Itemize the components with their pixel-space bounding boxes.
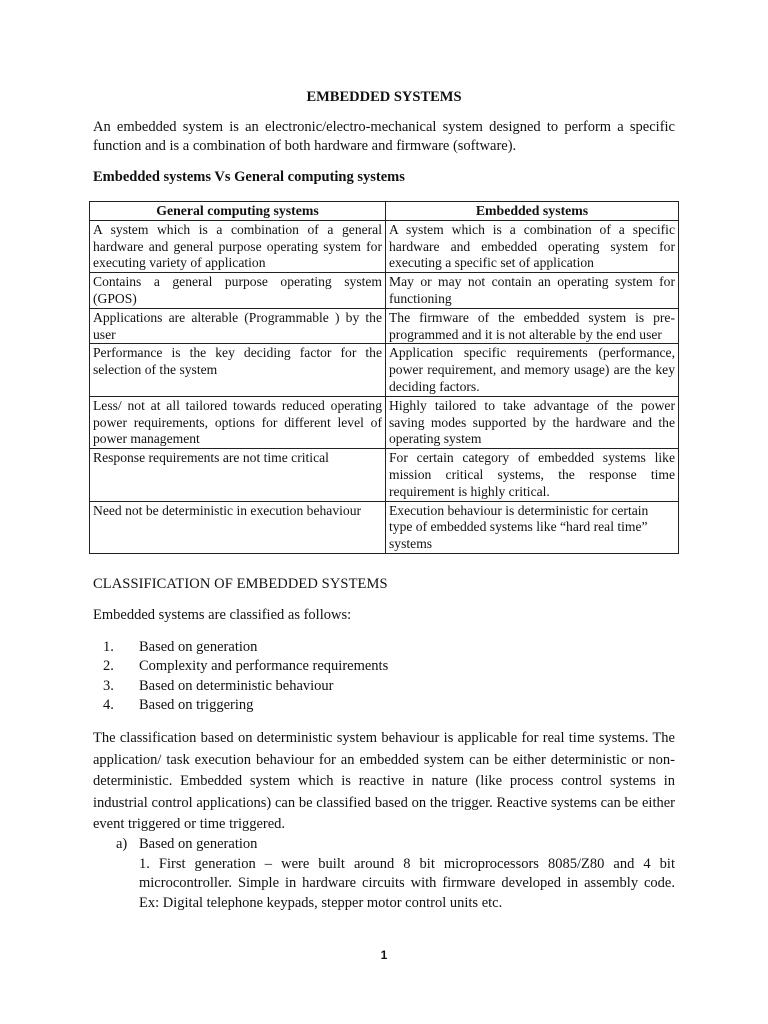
classification-heading: CLASSIFICATION OF EMBEDDED SYSTEMS	[93, 576, 388, 592]
list-item-text: Based on generation	[139, 639, 258, 655]
table-row	[90, 344, 679, 396]
table-cell: Execution behaviour is deterministic for certain type of embedded systems like “hard real time” systems	[386, 501, 679, 553]
classification-list	[93, 638, 388, 716]
table-cell: Application specific requirements (performance, power requirement, and memory usage) are the key deciding factors.	[386, 344, 679, 396]
table-header-row	[90, 202, 679, 221]
subsection-a-label: Based on generation	[139, 836, 258, 852]
document-title: EMBEDDED SYSTEMS	[306, 89, 462, 105]
table-cell: A system which is a combination of a specific hardware and embedded operating system for executing a specific set of application	[386, 220, 679, 272]
table-row	[90, 449, 679, 501]
subsection-a-marker: a)	[116, 836, 128, 852]
table-header-cell: General computing systems	[90, 202, 386, 221]
table-cell: May or may not contain an operating system for functioning	[386, 273, 679, 309]
list-item	[93, 638, 388, 657]
table-row	[90, 308, 679, 344]
list-item	[93, 657, 388, 676]
subsection-a-heading	[116, 836, 257, 853]
list-item-number: 4.	[103, 697, 114, 714]
table-cell: Highly tailored to take advantage of the power saving modes supported by the hardware and the operating system	[386, 396, 679, 448]
table-cell: For certain category of embedded systems like mission critical systems, the response time requirement is highly critical.	[386, 449, 679, 501]
list-item-number: 2.	[103, 658, 114, 675]
table-row	[90, 396, 679, 448]
list-item-text: Based on triggering	[139, 697, 254, 714]
table-cell: Less/ not at all tailored towards reduced operating power requirements, options for different level of power management	[90, 396, 386, 448]
table-cell: Response requirements are not time critical	[90, 449, 386, 501]
list-item-number: 1.	[103, 639, 114, 655]
comparison-heading: Embedded systems Vs General computing systems	[93, 169, 405, 185]
first-generation-paragraph: 1. First generation – were built around 8 bit microprocessors 8085/Z80 and 4 bit microcontroller. Simple in hardware circuits with firmware developed in assembly code. Ex: Digital telephone keypads, stepper motor control units etc.	[139, 856, 675, 911]
comparison-table	[89, 201, 679, 554]
table-row	[90, 220, 679, 272]
table-cell: The firmware of the embedded system is pre-programmed and it is not alterable by the end user	[386, 308, 679, 344]
table-cell: A system which is a combination of a general hardware and general purpose operating system for executing variety of application	[90, 220, 386, 272]
table-row	[90, 273, 679, 309]
table-header-cell: Embedded systems	[386, 202, 679, 221]
table-row	[90, 501, 679, 553]
list-item-text: Based on deterministic behaviour	[139, 677, 334, 694]
list-item-text: Complexity and performance requirements	[139, 658, 389, 675]
table-cell: Contains a general purpose operating system (GPOS)	[90, 273, 386, 309]
explanation-paragraph: The classification based on deterministic system behaviour is applicable for real time systems. The application/ task execution behaviour for an embedded system can be either deterministic or non-deterministic. Embedded system which is reactive in nature (like process control systems in industrial control applications) can be classified based on the trigger. Reactive systems can be either event triggered or time triggered.	[93, 730, 675, 832]
intro-paragraph: An embedded system is an electronic/electro-mechanical system designed to perform a specific function and is a combination of both hardware and firmware (software).	[93, 119, 675, 154]
list-item-number: 3.	[103, 677, 114, 694]
list-item	[93, 677, 388, 696]
table-cell: Applications are alterable (Programmable ) by the user	[90, 308, 386, 344]
table-cell: Performance is the key deciding factor for the selection of the system	[90, 344, 386, 396]
table-cell: Need not be deterministic in execution behaviour	[90, 501, 386, 553]
page-number: 1	[380, 948, 388, 962]
classification-intro: Embedded systems are classified as follows:	[93, 607, 352, 623]
list-item	[93, 696, 388, 715]
